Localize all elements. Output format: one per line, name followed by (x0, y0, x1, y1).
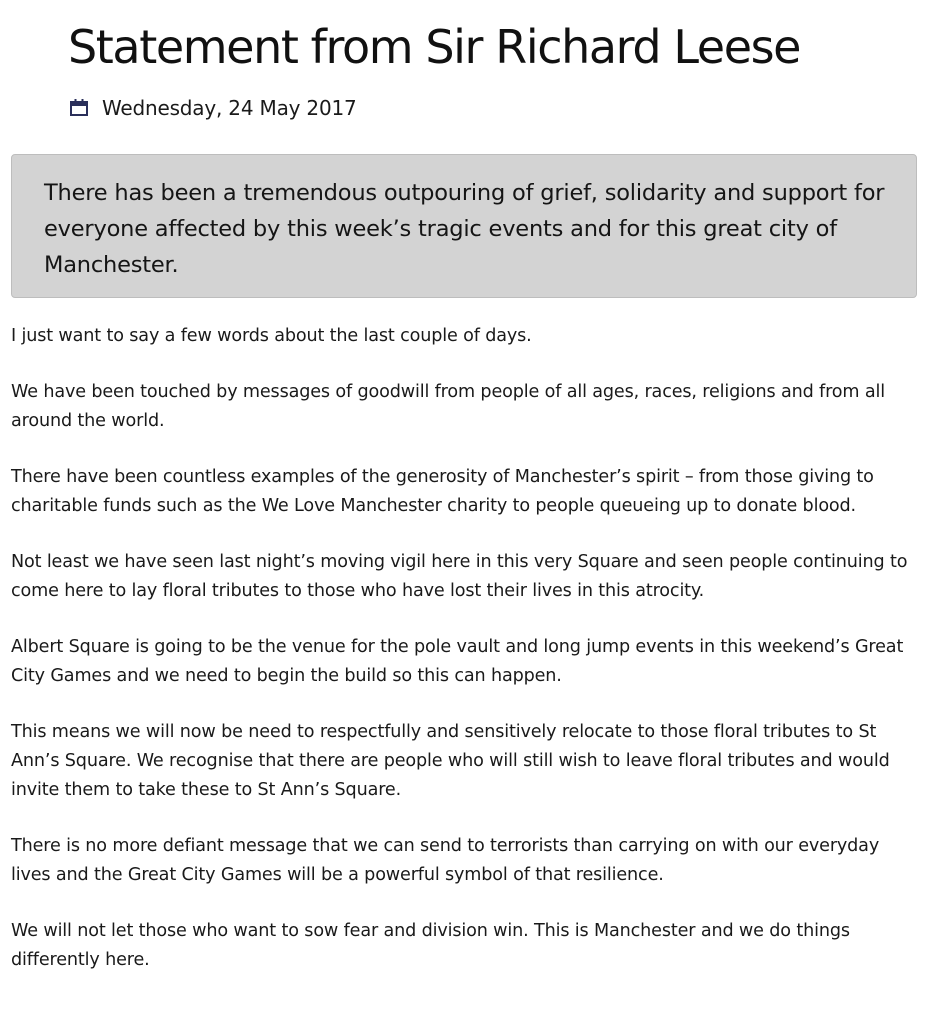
body-paragraph: We have been touched by messages of goodwill from people of all ages, races, religions and from all around the world. (11, 382, 885, 431)
body-paragraph: We will not let those who want to sow fear and division win. This is Manchester and we do things differently here. (11, 921, 850, 970)
body-paragraph: I just want to say a few words about the last couple of days. (11, 326, 532, 346)
date-text: Wednesday, 24 May 2017 (102, 96, 357, 120)
article-body (11, 322, 921, 1002)
intro-summary: There has been a tremendous outpouring of grief, solidarity and support for everyone affected by this week’s tragic events and for this great city of Manchester. (11, 154, 917, 298)
body-paragraph: This means we will now be need to respectfully and sensitively relocate to those floral tributes to St Ann’s Square. We recognise that there are people who will still wish to leave floral tributes and would invite them to take these to St Ann’s Square. (11, 722, 890, 800)
calendar-icon (68, 97, 90, 119)
body-paragraph: Not least we have seen last night’s moving vigil here in this very Square and seen people continuing to come here to lay floral tributes to those who have lost their lives in this atrocity. (11, 552, 908, 601)
body-paragraph: There have been countless examples of the generosity of Manchester’s spirit – from those giving to charitable funds such as the We Love Manchester charity to people queueing up to donate blood. (11, 467, 874, 516)
page-title: Statement from Sir Richard Leese (68, 20, 801, 74)
publish-date (68, 92, 357, 124)
body-paragraph: There is no more defiant message that we can send to terrorists than carrying on with our everyday lives and the Great City Games will be a powerful symbol of that resilience. (11, 836, 880, 885)
body-paragraph: Albert Square is going to be the venue for the pole vault and long jump events in this weekend’s Great City Games and we need to begin the build so this can happen. (11, 637, 904, 686)
